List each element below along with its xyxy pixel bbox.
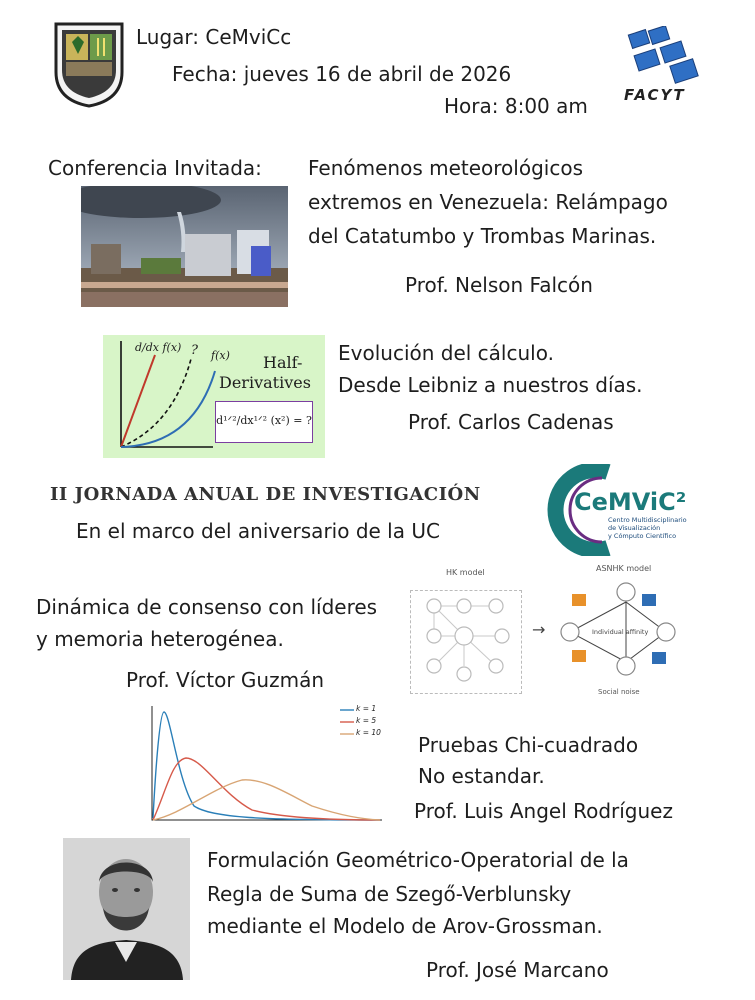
- talk1-title-line1: Fenómenos meteorológicos: [308, 156, 583, 180]
- date-label: Fecha: jueves 16 de abril de 2026: [172, 62, 512, 86]
- jornada-subtitle: En el marco del aniversario de la UC: [76, 519, 440, 543]
- cemvic-logo-line2: de Visualización: [608, 524, 661, 532]
- chi-squared-chart: [142, 702, 386, 826]
- question-mark: ?: [191, 343, 198, 358]
- talk5-title-line1: Formulación Geométrico-Operatorial de la: [207, 848, 629, 872]
- asnhk-model-title: ASNHK model: [596, 564, 652, 573]
- facyt-logo: [622, 26, 704, 110]
- talk3-speaker: Prof. Víctor Guzmán: [126, 668, 325, 692]
- cemvic-logo-name: CeMViC²: [574, 488, 687, 516]
- talk5-title-line3: mediante el Modelo de Arov-Grossman.: [207, 914, 603, 938]
- individual-affinity-label: Individual affinity: [592, 628, 649, 636]
- historical-portrait-photo: [63, 838, 190, 980]
- talk2-speaker: Prof. Carlos Cadenas: [408, 410, 614, 434]
- talk3-title-line1: Dinámica de consenso con líderes: [36, 595, 378, 619]
- half-derivative-formula: d¹ᐟ²/dx¹ᐟ² (x²) = ?: [215, 401, 313, 443]
- cemvic-logo-line1: Centro Multidisciplinario: [608, 516, 687, 524]
- talk1-title-line2: extremos en Venezuela: Relámpago: [308, 190, 668, 214]
- derivatives-label: Derivatives: [219, 373, 311, 392]
- talk4-speaker: Prof. Luis Angel Rodríguez: [414, 799, 673, 823]
- chi-legend-k5: k = 5: [356, 716, 377, 725]
- talk1-speaker: Prof. Nelson Falcón: [405, 273, 593, 297]
- cemvic-logo: [538, 464, 708, 556]
- talk4-title-line2: No estandar.: [418, 764, 545, 788]
- talk3-title-line2: y memoria heterogénea.: [36, 627, 284, 651]
- talk4-title-line1: Pruebas Chi-cuadrado: [418, 733, 639, 757]
- conference-kind-label: Conferencia Invitada:: [48, 156, 262, 180]
- waterspout-city-photo: [81, 186, 288, 307]
- hk-model-title: HK model: [446, 568, 485, 577]
- half-label: Half-: [263, 353, 303, 372]
- talk5-title-line2: Regla de Suma de Szegő-Verblunsky: [207, 882, 572, 906]
- talk5-speaker: Prof. José Marcano: [426, 958, 609, 982]
- talk2-title-line2: Desde Leibniz a nuestros días.: [338, 373, 643, 397]
- talk1-title-line3: del Catatumbo y Trombas Marinas.: [308, 224, 657, 248]
- cemvic-logo-line3: y Cómputo Científico: [608, 532, 677, 540]
- network-models-figure: [404, 564, 704, 698]
- time-label: Hora: 8:00 am: [444, 94, 588, 118]
- chi-legend-k1: k = 1: [356, 704, 377, 713]
- facyt-logo-text: FACYT: [624, 86, 686, 104]
- jornada-title: II JORNADA ANUAL DE INVESTIGACIÓN: [50, 484, 481, 505]
- arrow-label: →: [532, 620, 546, 639]
- chi-legend-k10: k = 10: [356, 728, 381, 737]
- place-label: Lugar: CeMviCc: [136, 25, 292, 49]
- talk2-title-line1: Evolución del cálculo.: [338, 341, 554, 365]
- social-noise-label: Social noise: [598, 688, 640, 696]
- fx-label: f(x): [211, 349, 230, 362]
- university-shield-logo: [52, 20, 126, 108]
- ddx-label: d/dx f(x): [135, 341, 182, 354]
- half-derivatives-figure: [103, 335, 325, 458]
